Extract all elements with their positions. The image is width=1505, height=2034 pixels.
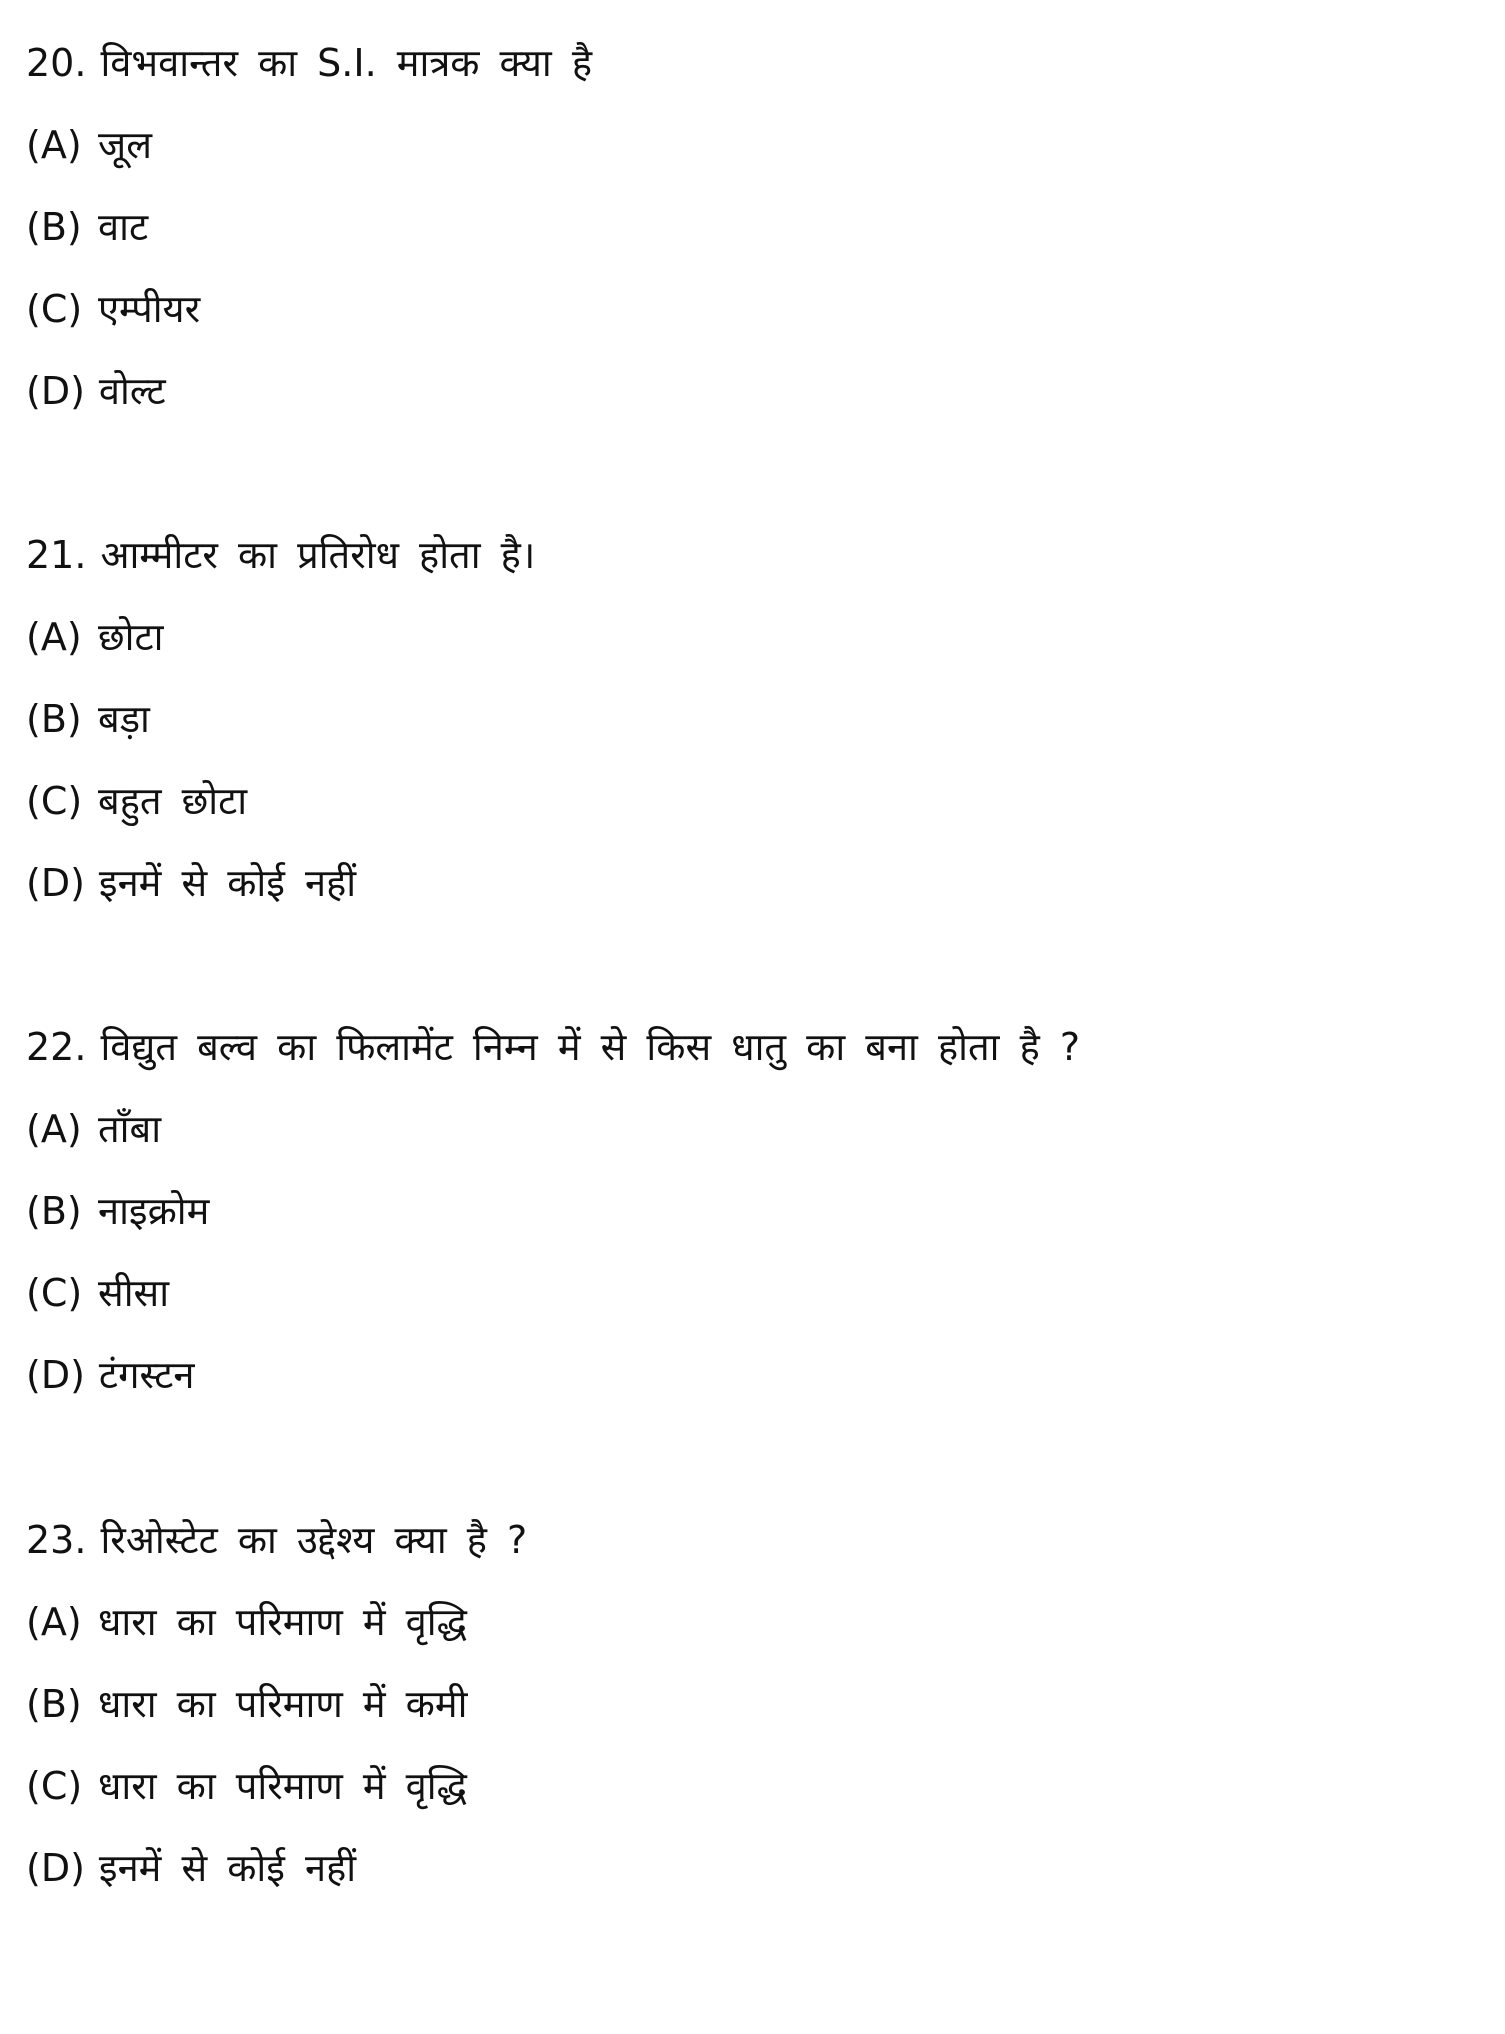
option-text: बड़ा (98, 697, 150, 741)
option-label: (C) (26, 779, 83, 823)
option-text: वोल्ट (98, 369, 166, 413)
option-text: टंगस्टन (98, 1353, 195, 1397)
option-b (26, 1663, 1466, 1745)
option-d (26, 1827, 1466, 1909)
option-label: (A) (26, 123, 82, 167)
option-a (26, 1088, 1466, 1170)
option-text: धारा का परिमाण में कमी (98, 1682, 468, 1726)
question-text: विभवान्तर का S.I. मात्रक क्या है (100, 41, 593, 85)
option-label: (C) (26, 287, 83, 331)
question-text: विद्युत बल्व का फिलामेंट निम्न में से किस धातु का बना होता है ? (100, 1025, 1081, 1069)
question-number: 22. (26, 1025, 87, 1069)
question-stem (26, 1006, 1466, 1088)
question-number: 20. (26, 41, 87, 85)
question-text: आम्मीटर का प्रतिरोध होता है। (100, 533, 536, 577)
question-23 (26, 1499, 1466, 1909)
option-d (26, 350, 1466, 432)
option-a (26, 104, 1466, 186)
option-text: छोटा (98, 615, 164, 659)
option-label: (A) (26, 615, 82, 659)
option-text: इनमें से कोई नहीं (98, 861, 357, 905)
option-label: (C) (26, 1271, 83, 1315)
question-number: 21. (26, 533, 87, 577)
option-b (26, 678, 1466, 760)
option-label: (C) (26, 1764, 83, 1808)
option-label: (A) (26, 1107, 82, 1151)
option-label: (D) (26, 1353, 85, 1397)
option-a (26, 596, 1466, 678)
option-label: (B) (26, 205, 82, 249)
option-d (26, 1334, 1466, 1416)
question-stem (26, 514, 1466, 596)
option-c (26, 760, 1466, 842)
option-text: बहुत छोटा (98, 779, 248, 823)
option-text: इनमें से कोई नहीं (98, 1846, 357, 1890)
option-text: धारा का परिमाण में वृद्धि (98, 1764, 468, 1808)
question-22 (26, 1006, 1466, 1416)
option-b (26, 186, 1466, 268)
option-label: (D) (26, 1846, 85, 1890)
option-text: सीसा (98, 1271, 170, 1315)
option-text: ताँबा (98, 1107, 162, 1151)
option-label: (D) (26, 861, 85, 905)
question-stem (26, 22, 1466, 104)
option-label: (B) (26, 1189, 82, 1233)
option-c (26, 1745, 1466, 1827)
option-c (26, 268, 1466, 350)
option-a (26, 1581, 1466, 1663)
question-number: 23. (26, 1518, 87, 1562)
question-20 (26, 22, 1466, 432)
question-text: रिओस्टेट का उद्देश्य क्या है ? (100, 1518, 528, 1562)
option-label: (A) (26, 1600, 82, 1644)
option-c (26, 1252, 1466, 1334)
option-label: (B) (26, 697, 82, 741)
option-b (26, 1170, 1466, 1252)
option-text: एम्पीयर (98, 287, 201, 331)
option-d (26, 842, 1466, 924)
option-text: नाइक्रोम (98, 1189, 210, 1233)
option-label: (D) (26, 369, 85, 413)
option-text: वाट (98, 205, 149, 249)
question-21 (26, 514, 1466, 924)
question-stem (26, 1499, 1466, 1581)
option-text: धारा का परिमाण में वृद्धि (98, 1600, 468, 1644)
option-label: (B) (26, 1682, 82, 1726)
option-text: जूल (98, 123, 152, 167)
